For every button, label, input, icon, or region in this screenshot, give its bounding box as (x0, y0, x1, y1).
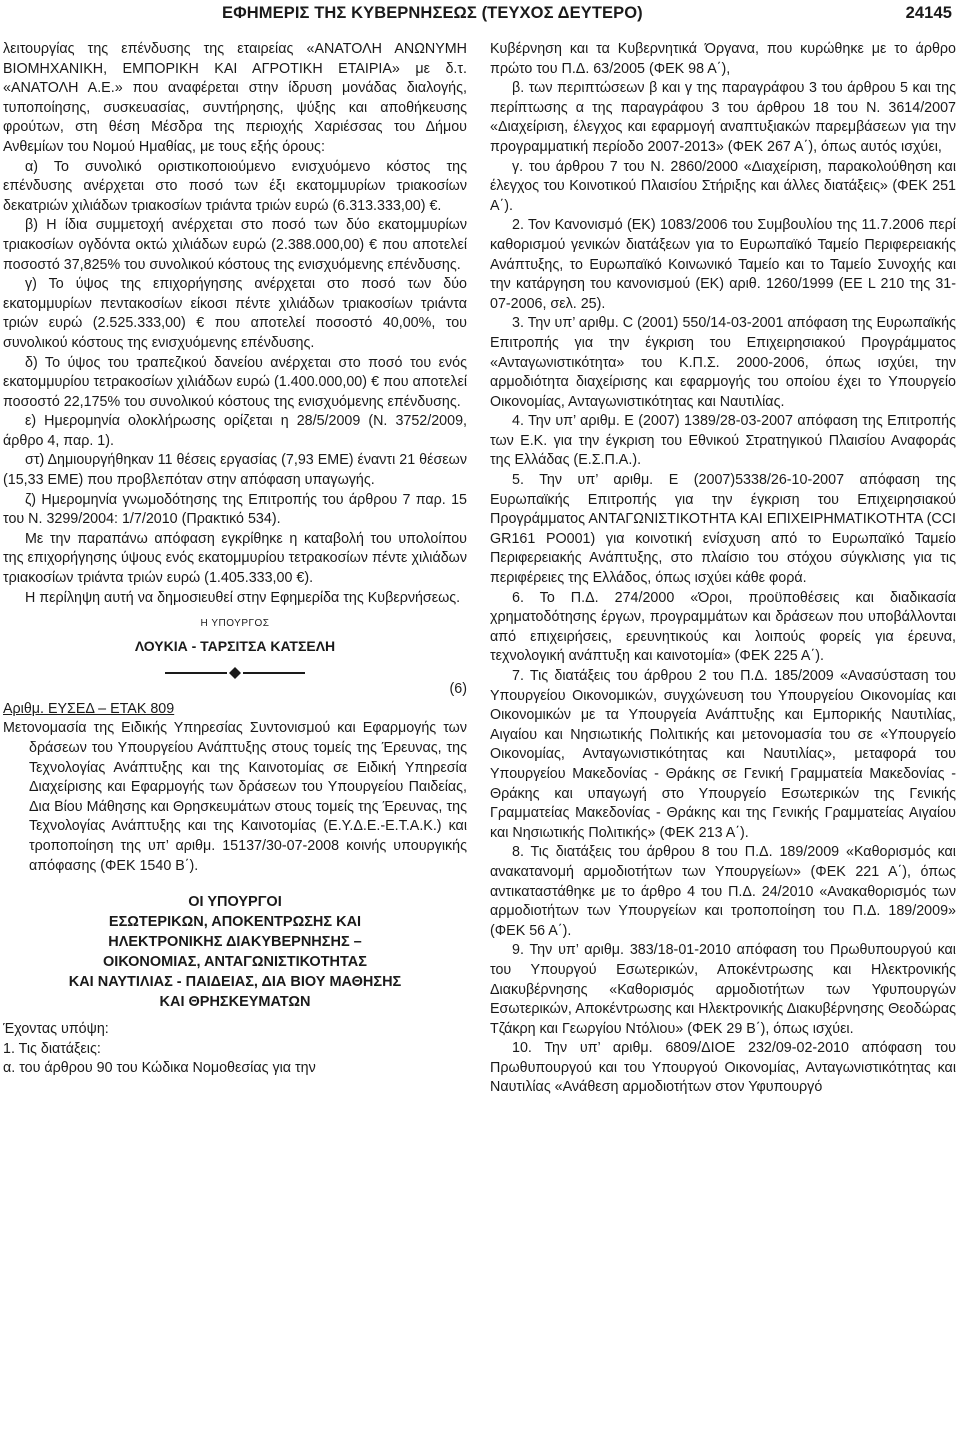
list-item: 9. Την υπ’ αριθμ. 383/18-01-2010 απόφαση του Πρωθυπουργού και του Υπουργού Εσωτερικών, Αποκέντρωσης και Ηλεκτρονικής Διακυβέρνησης «Καθορισμός αρμοδιοτήτων των Υφυπουργών Εσωτερικών, Αποκέντρωσης και Ηλεκτρονικής Διακυβέρνησης Θεοδώρας Τζάκρη και Γεωργίου Ντόλιου» (ΦΕΚ 29 Β΄), όπως ισχύει. (490, 942, 956, 1037)
ministers-line: ΚΑΙ ΘΡΗΣΚΕΥΜΑΤΩΝ (159, 994, 311, 1011)
list-item: α. του άρθρου 90 του Κώδικα Νομοθεσίας για την (3, 1060, 316, 1077)
gazette-title: ΕΦΗΜΕΡΙΣ ΤΗΣ ΚΥΒΕΡΝΗΣΕΩΣ (ΤΕΥΧΟΣ ΔΕΥΤΕΡΟ) (222, 4, 643, 22)
ministers-line: ΚΑΙ ΝΑΥΤΙΛΙΑΣ - ΠΑΙΔΕΙΑΣ, ΔΙΑ ΒΙΟΥ ΜΑΘΗΣΗΣ (68, 974, 402, 991)
term-e: ε) Ημερομηνία ολοκλήρωσης ορίζεται η 28/5/2009 (Ν. 3752/2009, άρθρο 4, παρ. 1). (3, 413, 467, 449)
term-a: α) Το συνολικό οριστικοποιούμενο ενισχυόμενο κόστος της επένδυσης ανέρχεται στο ποσό των έξι εκατομμυρίων τριακοσίων δεκατριών χιλιάδων τριακοσίων τριάντα τριών ευρώ (6.313.333,00) €. (3, 158, 467, 214)
publication-paragraph: Η περίληψη αυτή να δημοσιευθεί στην Εφημερίδα της Κυβερνήσεως. (25, 589, 461, 606)
list-item: γ. του άρθρου 7 του Ν. 2860/2000 «Διαχείριση, παρακολούθηση και έλεγχος του Κοινοτικού Πλαισίου Στήριξης και άλλες διατάξεις» (ΦΕΚ 251 Α΄). (490, 158, 956, 214)
page-header (0, 0, 960, 36)
term-b: β) Η ίδια συμμετοχή ανέρχεται στο ποσό των δύο εκατομμυρίων τριακοσίων ογδόντα οκτώ χιλιάδων ευρώ (2.388.000,00) € που αποτελεί ποσοστό 37,825% του συνολικού κόστους της ενισχυόμενης επένδυσης. (3, 217, 467, 273)
decision-reference-number: (6) (449, 681, 467, 698)
list-item: 3. Την υπ’ αριθμ. C (2001) 550/14-03-2001 απόφαση της Ευρωπαϊκής Επιτροπής για την έγκριση του Επιχειρησιακού Προγράμματος «Ανταγωνιστικότητα» του Κ.Π.Σ. 2000-2006, όπως ισχύει, την αρμοδιότητα διαχείρισης και εφαρμογής του οποίου έχει το Υπουργείο Οικονομίας, Ανταγωνιστικότητας και Ναυτιλίας. (490, 315, 956, 410)
term-d: δ) Το ύψος του τραπεζικού δανείου ανέρχεται στο ποσό του ενός εκατομμυρίου τετρακοσίων χιλιάδων ευρώ (1.400.000,00) € που αποτελεί ποσοστό 22,175% του συνολικού κόστους της ενισχυόμενης επένδυσης. (3, 354, 467, 410)
list-item: β. των περιπτώσεων β και γ της παραγράφου 3 του άρθρου 5 και της περίπτωσης α της παραγράφου 3 του άρθρου 18 του Ν. 3614/2007 «Διαχείριση, έλεγχος και εφαρμογή αναπτυξιακών παρεμβάσεων για την προγραμματική περίοδο 2007-2013» (ΦΕΚ 267 Α΄), όπως αυτός ισχύει, (490, 80, 956, 155)
signer-name: ΛΟΥΚΙΑ - ΤΑΡΣΙΤΣΑ ΚΑΤΣΕΛΗ (134, 638, 336, 655)
signer-title: Η ΥΠΟΥΡΓΟΣ (200, 618, 270, 630)
term-z: ζ) Ημερομηνία γνωμοδότησης της Επιτροπής του άρθρου 7 παρ. 15 του Ν. 3299/2004: 1/7/2010 (Πρακτικό 534). (3, 491, 467, 528)
right-column (490, 40, 956, 1430)
list-item: 7. Τις διατάξεις του άρθρου 2 του Π.Δ. 185/2009 «Ανασύσταση του Υπουργείου Οικονομικών, συγχώνευση του Υπουργείου Οικονομίας και Οικονομικών με τα Υπουργεία Ανάπτυξης και Εμπορικής Ναυτιλίας, Αιγαίου και Νησιωτικής Πολιτικής και μετονομασία του σε «Υπουργείο Οικονομίας, Ανταγωνιστικότητας και Ναυτιλίας», μεταφορά του Υπουργείου Μακεδονίας - Θράκης σε Γενική Γραμματεία Μακεδονίας - Θράκης και υπαγωγή στο Υπουργείο Εσωτερικών της Γενικής Γραμματείας Μακεδονίας - Θράκης και της Γενικής Γραμματείας Αιγαίου και Νησιωτικής Πολιτικής» (ΦΕΚ 213 Α΄). (490, 668, 956, 841)
ministers-line: ΕΣΩΤΕΡΙΚΩΝ, ΑΠΟΚΕΝΤΡΩΣΗΣ ΚΑΙ (108, 914, 362, 931)
paragraph: λειτουργίας της επένδυσης της εταιρείας «ΑΝΑΤΟΛΗ ΑΝΩΝΥΜΗ ΒΙΟΜΗΧΑΝΙΚΗ, ΕΜΠΟΡΙΚΗ ΚΑΙ ΑΓΡΟΤΙΚΗ ΕΤΑΙΡΙΑ» με δ.τ. «ΑΝΑΤΟΛΗ Α.Ε.» που αναφέρεται στην ίδρυση μονάδας διαλογής, τυποποίησης, συσκευασίας, συντήρησης, ψύξης και αποθήκευσης φρούτων, στη θέση Μέσδρα της περιοχής Χαριέσσας του Δήμου Ανθεμίων του Νομού Ημαθίας, με τους εξής όρους: (3, 41, 467, 155)
left-column (3, 40, 467, 1430)
page-number: 24145 (905, 4, 952, 22)
ministers-heading (3, 892, 467, 1012)
list-item: 4. Την υπ’ αριθμ. Ε (2007) 1389/28-03-2007 απόφαση της Επιτροπής των Ε.Κ. για την έγκριση του Εθνικού Στρατηγικού Πλαισίου Αναφοράς της Ελλάδας (Ε.Σ.Π.Α.). (490, 413, 956, 469)
considerations-intro: Έχοντας υπόψη: (3, 1021, 109, 1038)
list-item: 8. Τις διατάξεις του άρθρου 8 του Π.Δ. 189/2009 «Καθορισμός και ανακατανομή αρμοδιοτήτων των Υπουργείων» (ΦΕΚ 221 Α΄), όπως αντικαταστάθηκε με το άρθρο 4 του Π.Δ. 24/2010 «Ανακαθορισμός των αρμοδιοτήτων των Υπουργείων και τροποποίηση του Π.Δ. 189/2009» (ΦΕΚ 56 Α΄). (490, 844, 956, 939)
term-st: στ) Δημιουργήθηκαν 11 θέσεις εργασίας (7,93 ΕΜΕ) έναντι 21 θέσεων (15,33 ΕΜΕ) που προβλεπόταν στην απόφαση υπαγωγής. (3, 452, 467, 489)
decision-title: Μετονομασία της Ειδικής Υπηρεσίας Συντονισμού και Εφαρμογής των δράσεων του Υπουργείου Ανάπτυξης στους τομείς της Έρευνας, της Τεχνολογίας Ανάπτυξης και της Καινοτομίας σε Ειδική Υπηρεσία Διαχείρισης και Εφαρμογής των δράσεων του Υπουργείου Παιδείας, Δια Βίου Μάθησης και Θρησκευμάτων στους τομείς της Έρευνας, της Τεχνολογίας Ανάπτυξης και της Καινοτομίας (Ε.Υ.Δ.Ε.-Ε.Τ.Α.Κ.) και τροποποίηση της υπ’ αριθμ. 15137/30-07-2008 κοινής υπουργικής απόφασης (ΦΕΚ 1540 Β΄). (3, 720, 467, 874)
ministers-line: ΟΙΚΟΝΟΜΙΑΣ, ΑΝΤΑΓΩΝΙΣΤΙΚΟΤΗΤΑΣ (103, 954, 367, 971)
approval-paragraph: Με την παραπάνω απόφαση εγκρίθηκε η καταβολή του υπολοίπου της επιχορήγησης ύψους ενός εκατομμυρίου τετρακοσίων πέντε χιλιάδων τριακοσίων τριάντα τριών ευρώ (1.405.333,00 €). (3, 530, 467, 587)
list-item: 5. Την υπ’ αριθμ. Ε (2007)5338/26-10-2007 απόφαση της Ευρωπαϊκής Επιτροπής για την έγκριση του Επιχειρησιακού Προγράμματος ΑΝΤΑΓΩΝΙΣΤΙΚΟΤΗΤΑ ΚΑΙ ΕΠΙΧΕΙΡΗΜΑΤΙΚΟΤΗΤΑ (CCI GR161 PO001) για κοινοτική ενίσχυση από το Ευρωπαϊκό Ταμείο Περιφερειακής Ανάπτυξης, στο πλαίσιο του στόχου σύγκλισης για τις περιφέρειες της Ελλάδος, όπως ισχύει κάθε φορά. (490, 472, 956, 587)
list-item: 2. Τον Κανονισμό (ΕΚ) 1083/2006 του Συμβουλίου της 11.7.2006 περί καθορισμού γενικών διατάξεων για το Ευρωπαϊκό Ταμείο Περιφερειακής Ανάπτυξης, το Ευρωπαϊκό Κοινωνικό Ταμείο και το Ταμείο Συνοχής και την κατάργηση του κανονισμού (ΕΚ) αριθ. 1260/1999 (ΕΕ L 210 της 31-07-2006, σελ. 25). (490, 217, 956, 312)
paragraph: Κυβέρνηση και τα Κυβερνητικά Όργανα, που κυρώθηκε με το άρθρο πρώτο του Π.Δ. 63/2005 (ΦΕΚ 98 Α΄), (490, 41, 956, 77)
list-item: 6. Το Π.Δ. 274/2000 «Όροι, προϋποθέσεις και διαδικασία χρηματοδότησης έργων, προγραμμάτων και δράσεων που υποβάλλονται από επιχειρήσεις, ερευνητικούς και λοιπούς φορείς για έρευνα, τεχνολογική ανάπτυξη και καινοτομία» (ΦΕΚ 225 Α΄). (490, 589, 956, 665)
list-item: 1. Τις διατάξεις: (3, 1040, 101, 1057)
section-separator (165, 666, 305, 680)
term-c: γ) Το ύψος της επιχορήγησης ανέρχεται στο ποσό των δύο εκατομμυρίων πεντακοσίων είκοσι πέντε χιλιάδων τριακοσίων τριάντα τριών ευρώ (2.525.333,00) € που αποτελεί ποσοστό 40,00%, του συνολικού κόστους της ενισχυόμενης επένδυσης. (3, 276, 467, 351)
ministers-line: ΗΛΕΚΤΡΟΝΙΚΗΣ ΔΙΑΚΥΒΕΡΝΗΣΗΣ – (108, 934, 362, 951)
decision-number: Αριθμ. ΕΥΣΕΔ – ΕΤΑΚ 809 (3, 700, 175, 717)
list-item: 10. Την υπ’ αριθμ. 6809/ΔΙΟΕ 232/09-02-2010 απόφαση του Πρωθυπουργού και του Υπουργού Οικονομίας, Ανταγωνιστικότητας και Ναυτιλίας «Ανάθεση αρμοδιοτήτων στον Υφυπουργό (490, 1040, 956, 1096)
ministers-line: ΟΙ ΥΠΟΥΡΓΟΙ (188, 894, 282, 911)
